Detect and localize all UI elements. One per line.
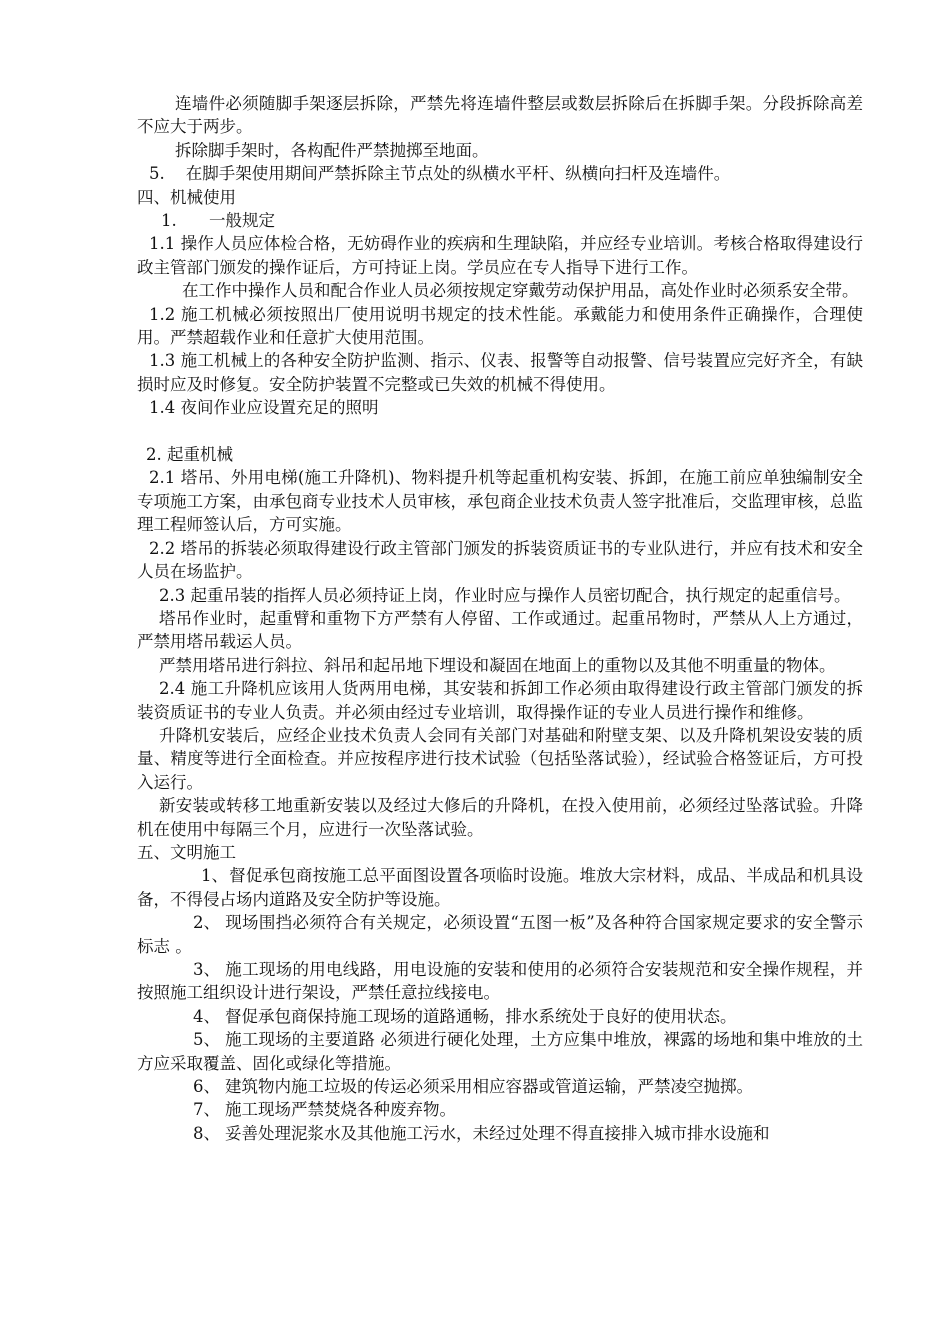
list-item-text: 施工现场的用电线路，用电设施的安装和使用的必须符合安装规范和安全操作规程，并按照施工组织设计进行架设，严禁任意拉线接电。 — [137, 960, 863, 1003]
paragraph-2-2: 2.2 塔吊的拆装必须取得建设行政主管部门颁发的拆装资质证书的专业队进行，并应有技术和安全人员在场监护。 — [137, 538, 863, 582]
subheading-lifting-machinery: 2. 起重机械 — [146, 445, 233, 465]
list-item-number: 2、 — [193, 913, 220, 933]
subheading-general-rules — [137, 209, 863, 232]
list-item-number: 8、 — [193, 1123, 220, 1143]
paragraph-1-3: 1.3 施工机械上的各种安全防护监测、指示、仪表、报警等自动报警、信号装置应完好齐全，有缺损时应及时修复。安全防护装置不完整或已失效的机械不得使用。 — [137, 351, 863, 394]
list-item-2 — [137, 911, 863, 958]
paragraph-item-5: 5. 在脚手架使用期间严禁拆除主节点处的纵横水平杆、纵横向扫杆及连墙件。 — [149, 164, 731, 184]
paragraph-wall-ties: 连墙件必须随脚手架逐层拆除，严禁先将连墙件整层或数层拆除后在拆脚手架。分段拆除高差不应大于两步。 — [137, 94, 863, 137]
paragraph-drop-test: 新安装或转移工地重新安装以及经过大修后的升降机，在投入使用前，必须经过坠落试验。升降机在使用中每隔三个月，应进行一次坠落试验。 — [137, 796, 863, 839]
paragraph-2-1: 2.1 塔吊、外用电梯(施工升降机)、物料提升机等起重机构安装、拆卸，在施工前应单独编制安全专项施工方案，由承包商专业技术人员审核，承包商企业技术负责人签字批准后，交监理审核，总监理工程师签认后，方可实施。 — [137, 468, 863, 535]
list-item-number: 3、 — [193, 960, 220, 980]
list-item-8 — [137, 1122, 863, 1145]
list-item-text: 建筑物内施工垃圾的传运必须采用相应容器或管道运输，严禁凌空抛掷。 — [225, 1077, 753, 1097]
blank-line — [137, 420, 863, 443]
list-item-4 — [137, 1005, 863, 1028]
list-item-number: 1、 — [201, 866, 228, 886]
list-item-text: 督促承包商保持施工现场的道路通畅，排水系统处于良好的使用状态。 — [225, 1006, 737, 1026]
subheading-number: 1. — [161, 211, 177, 231]
list-item-number: 5、 — [193, 1030, 220, 1050]
paragraph-2-4: 2.4 施工升降机应该用人货两用电梯，其安装和拆卸工作必须由取得建设行政主管部门颁发的拆装资质证书的专业人负责。并必须由经过专业培训，取得操作证的专业人员进行操作和维修。 — [137, 679, 863, 722]
paragraph-protective-gear: 在工作中操作人员和配合作业人员必须按规定穿戴劳动保护用品，高处作业时必须系安全带。 — [182, 281, 859, 301]
paragraph-tower-crane-work: 塔吊作业时，起重臂和重物下方严禁有人停留、工作或通过。起重吊物时，严禁从人上方通过，严禁用塔吊载运人员。 — [137, 608, 863, 652]
list-item-text: 妥善处理泥浆水及其他施工污水，未经过处理不得直接排入城市排水设施和 — [225, 1123, 770, 1143]
list-item-5 — [137, 1028, 863, 1075]
paragraph-1-1: 1.1 操作人员应体检合格，无妨碍作业的疾病和生理缺陷，并应经专业培训。考核合格取得建设行政主管部门颁发的操作证后，方可持证上岗。学员应在专人指导下进行工作。 — [137, 234, 863, 277]
list-item-3 — [137, 958, 863, 1005]
list-item-number: 4、 — [193, 1006, 220, 1026]
section-heading-civilized-construction: 五、文明施工 — [137, 842, 236, 862]
list-item-number: 7、 — [193, 1100, 220, 1120]
list-item-1 — [137, 864, 863, 911]
paragraph-1-2: 1.2 施工机械必须按照出厂使用说明书规定的技术性能。承戴能力和使用条件正确操作，合理使用。严禁超载作业和任意扩大使用范围。 — [137, 304, 863, 348]
paragraph-2-3: 2.3 起重吊装的指挥人员必须持证上岗，作业时应与操作人员密切配合，执行规定的起重信号。 — [159, 585, 851, 605]
list-item-text: 施工现场严禁焚烧各种废弃物。 — [225, 1100, 456, 1120]
paragraph-elevator-inspection: 升降机安装后，应经企业技术负责人会同有关部门对基础和附壁支架、以及升降机架设安装的质量、精度等进行全面检查。并应按程序进行技术试验（包括坠落试验），经试验合格签证后，方可投入运行。 — [137, 725, 863, 792]
list-item-7 — [137, 1098, 863, 1121]
section-heading-machinery: 四、机械使用 — [137, 187, 236, 207]
list-item-text: 现场围挡必须符合有关规定，必须设置“五图一板”及各种符合国家规定要求的安全警示标志 。 — [137, 913, 863, 956]
document-body — [137, 92, 863, 1145]
paragraph-tower-crane-ban: 严禁用塔吊进行斜拉、斜吊和起吊地下埋设和凝固在地面上的重物以及其他不明重量的物体。 — [159, 655, 836, 675]
subheading-text: 一般规定 — [209, 211, 275, 231]
list-item-6 — [137, 1075, 863, 1098]
paragraph-dismantle-parts: 拆除脚手架时，各构配件严禁抛掷至地面。 — [175, 140, 489, 160]
list-item-text: 督促承包商按施工总平面图设置各项临时设施。堆放大宗材料，成品、半成品和机具设备，不得侵占场内道路及安全防护等设施。 — [137, 866, 863, 909]
list-item-text: 施工现场的主要道路 必须进行硬化处理，土方应集中堆放，裸露的场地和集中堆放的土方应采取覆盖、固化或绿化等措施。 — [137, 1030, 863, 1073]
list-item-number: 6、 — [193, 1077, 220, 1097]
paragraph-1-4: 1.4 夜间作业应设置充足的照明 — [149, 398, 379, 418]
